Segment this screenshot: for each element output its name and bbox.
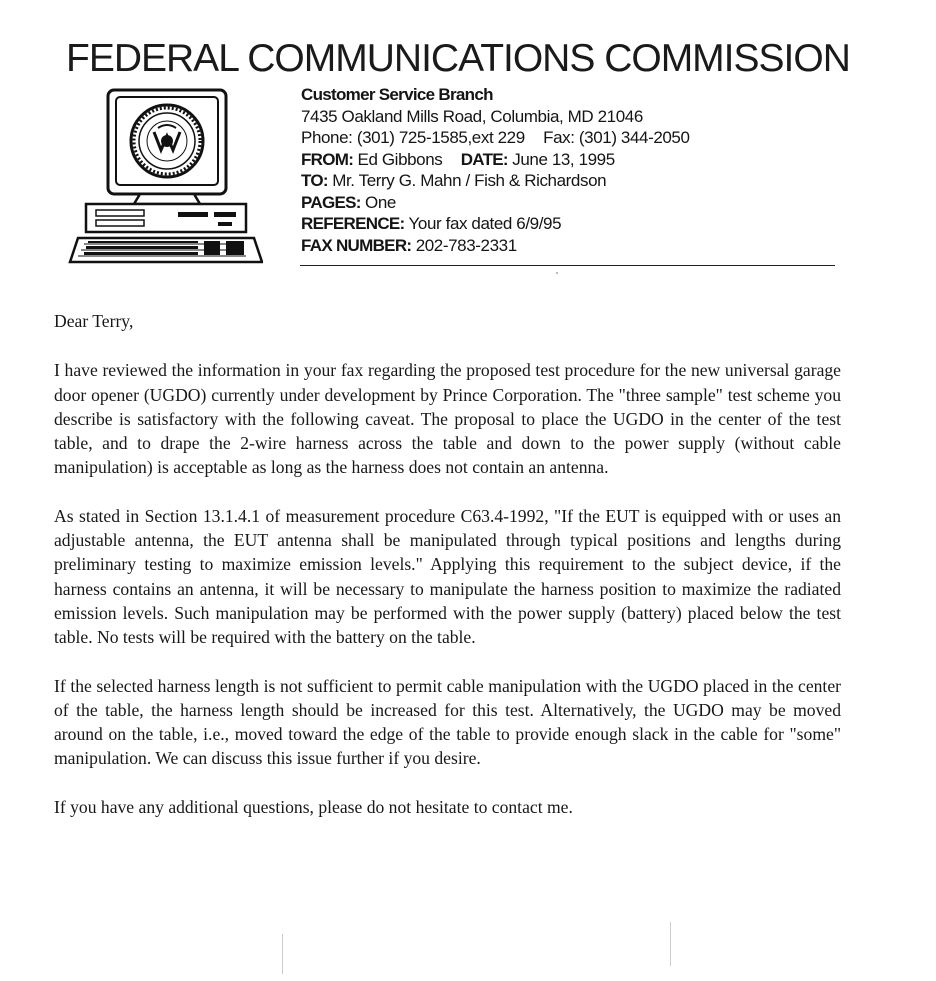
fax-number-label: FAX NUMBER: (301, 235, 412, 255)
header-block (301, 84, 841, 256)
fcc-seal-computer-icon (68, 88, 263, 266)
to-value: Mr. Terry G. Mahn / Fish & Richardson (332, 171, 607, 190)
pages-value: One (365, 192, 396, 212)
fax-number-line (301, 235, 841, 257)
phone-label: Phone: (301, 128, 353, 147)
fax-value: (301) 344-2050 (578, 128, 690, 147)
date-label: DATE: (460, 149, 508, 169)
salutation: Dear Terry, (54, 311, 134, 331)
pages-label: PAGES: (301, 192, 361, 212)
agency-title: FEDERAL COMMUNICATIONS COMMISSION (66, 37, 850, 80)
paragraph-3: If the selected harness length is not sufficient to permit cable manipulation with the UGDO placed in the center of the table, the harness length should be increased for this test. Alternatively, the UGDO may be moved around on the table, i.e., moved toward the edge of the table to provide enough slack in the cable for "some" manipulation. We can discuss this issue further if you desire. (54, 675, 841, 769)
reference-line (301, 213, 841, 235)
paragraph-2: As stated in Section 13.1.4.1 of measurement procedure C63.4-1992, "If the EUT is equipped with or uses an adjustable antenna, the EUT antenna shall be manipulated through typical positions and lengths during preliminary testing to maximize emission levels." Applying this requirement to the subject device, if the harness contains an antenna, it will be necessary to manipulate the harness position to maximize the radiated emission levels. Such manipulation may be performed with the power supply (battery) placed below the test table. No tests will be required with the battery on the table. (54, 505, 841, 648)
branch-name: Customer Service Branch (301, 85, 493, 104)
address: 7435 Oakland Mills Road, Columbia, MD 21046 (301, 106, 643, 126)
scan-mark (282, 934, 283, 974)
reference-value: Your fax dated 6/9/95 (408, 214, 562, 233)
letter-body (54, 309, 841, 819)
scan-mark (670, 922, 671, 966)
scan-speck (556, 272, 558, 274)
phone-fax-line (301, 127, 841, 149)
header-divider (300, 265, 835, 266)
paragraph-1: I have reviewed the information in your fax regarding the proposed test procedure for the new universal garage door opener (UGDO) currently under development by Prince Corporation. The "three sample" test scheme you describe is satisfactory with the following caveat. The proposal to place the UGDO in the center of the test table, and to drape the 2-wire harness across the table and down to the power supply (without cable manipulation) is acceptable as long as the harness does not contain an antenna. (54, 360, 841, 478)
from-label: FROM: (301, 149, 354, 169)
from-date-line (301, 149, 841, 171)
reference-label: REFERENCE: (301, 214, 405, 233)
to-line (301, 170, 841, 192)
date-value: June 13, 1995 (512, 149, 615, 169)
paragraph-4: If you have any additional questions, please do not hesitate to contact me. (54, 796, 573, 817)
fax-label: Fax: (543, 128, 575, 147)
fax-number-value: 202-783-2331 (415, 235, 517, 255)
phone-value: (301) 725-1585,ext 229 (356, 128, 525, 147)
from-value: Ed Gibbons (357, 149, 443, 169)
to-label: TO: (301, 171, 328, 190)
pages-line (301, 192, 841, 214)
